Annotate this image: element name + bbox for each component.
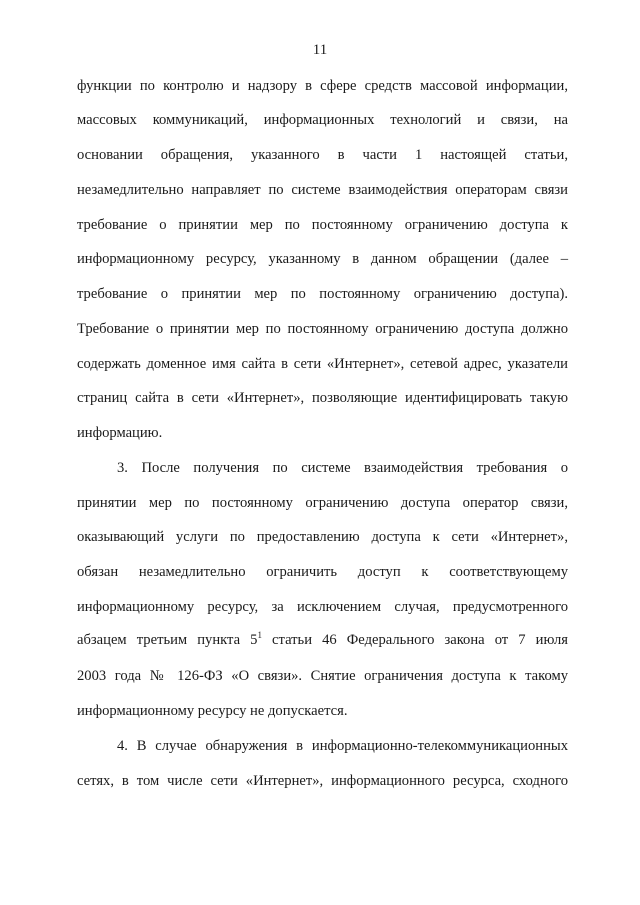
text-fragment: абзацем третьим пункта 5 — [77, 632, 258, 648]
text-line: содержать доменное имя сайта в сети «Интернет», сетевой адрес, указатели — [77, 356, 568, 372]
text-line: информационному ресурсу, за исключением случая, предусмотренного — [77, 599, 568, 615]
text-line-with-superscript — [77, 630, 568, 650]
text-line: функции по контролю и надзору в сфере средств массовой информации, — [77, 78, 568, 94]
text-line: незамедлительно направляет по системе взаимодействия операторам связи — [77, 182, 568, 198]
text-line: массовых коммуникаций, информационных технологий и связи, на — [77, 112, 568, 128]
text-line: сетях, в том числе сети «Интернет», информационного ресурса, сходного — [77, 773, 568, 789]
text-line: требование о принятии мер по постоянному ограничению доступа). — [77, 286, 568, 302]
page-number: 11 — [312, 42, 328, 58]
superscript: 1 — [257, 630, 262, 640]
text-line: требование о принятии мер по постоянному ограничению доступа к — [77, 217, 568, 233]
text-line: информацию. — [77, 425, 163, 441]
text-line: обязан незамедлительно ограничить доступ к соответствующему — [77, 564, 568, 580]
text-line: информационному ресурсу не допускается. — [77, 703, 348, 719]
text-line: информационному ресурсу, указанному в данном обращении (далее – — [77, 251, 568, 267]
text-fragment: статьи 46 Федерального закона от 7 июля — [261, 632, 568, 648]
text-line: 2003 года № 126-ФЗ «О связи». Снятие ограничения доступа к такому — [77, 668, 568, 684]
paragraph-3-first-line: 3. После получения по системе взаимодействия требования о — [117, 460, 568, 476]
text-line: оказывающий услуги по предоставлению доступа к сети «Интернет», — [77, 529, 568, 545]
paragraph-4-first-line: 4. В случае обнаружения в информационно-телекоммуникационных — [117, 738, 568, 754]
text-line: страниц сайта в сети «Интернет», позволяющие идентифицировать такую — [77, 390, 568, 406]
text-line: Требование о принятии мер по постоянному ограничению доступа должно — [77, 321, 568, 337]
text-line: принятии мер по постоянному ограничению доступа оператор связи, — [77, 495, 568, 511]
text-line: основании обращения, указанного в части 1 настоящей статьи, — [77, 147, 568, 163]
